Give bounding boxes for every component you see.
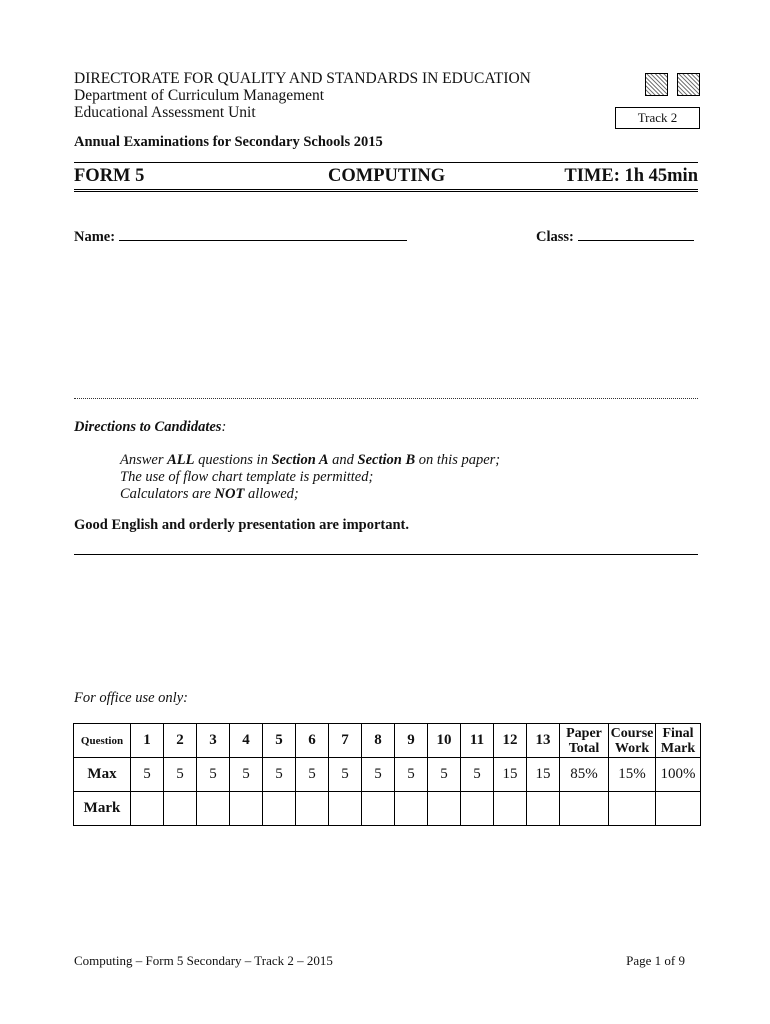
max-cell: 5 (164, 758, 197, 792)
office-use-label: For office use only: (74, 690, 188, 706)
question-cell: 9 (395, 724, 428, 758)
exam-title: Annual Examinations for Secondary Schools 2015 (74, 134, 383, 150)
name-field (74, 226, 407, 246)
department-name: Department of Curriculum Management (74, 87, 325, 104)
direction-line-2: The use of flow chart template is permitted; (120, 469, 374, 485)
mark-cell[interactable] (329, 792, 362, 826)
question-cell: 7 (329, 724, 362, 758)
direction-3-b: NOT (214, 486, 245, 502)
direction-3-c: allowed; (244, 486, 299, 502)
direction-1-e: and (328, 452, 358, 468)
mark-cell[interactable] (461, 792, 494, 826)
divider-title (74, 189, 698, 192)
max-cell: 5 (296, 758, 329, 792)
question-cell: 8 (362, 724, 395, 758)
final-mark-mark[interactable] (656, 792, 701, 826)
barcode-box-2 (677, 73, 700, 96)
mark-cell[interactable] (527, 792, 560, 826)
max-row (74, 758, 701, 792)
max-cell: 5 (461, 758, 494, 792)
form-label: FORM 5 (74, 166, 145, 186)
course-work-line-2: Work (614, 740, 650, 756)
subject-label: COMPUTING (328, 166, 446, 186)
question-cell: 6 (296, 724, 329, 758)
question-cell: 2 (164, 724, 197, 758)
mark-row (74, 792, 701, 826)
divider-directions (74, 554, 698, 555)
direction-line-3 (120, 486, 299, 503)
name-label: Name: (74, 229, 116, 245)
final-mark-header (656, 724, 701, 758)
direction-1-d: Section A (271, 452, 329, 468)
max-cell: 5 (197, 758, 230, 792)
question-cell: 12 (494, 724, 527, 758)
course-work-header (609, 724, 656, 758)
mark-cell[interactable] (131, 792, 164, 826)
mark-cell[interactable] (263, 792, 296, 826)
presentation-note: Good English and orderly presentation are important. (74, 517, 410, 533)
page-number: Page 1 of 9 (626, 953, 685, 968)
mark-cell[interactable] (164, 792, 197, 826)
final-mark-max: 100% (656, 758, 701, 792)
paper-total-line-2: Total (568, 740, 600, 756)
mark-header: Mark (74, 792, 131, 826)
class-field (536, 226, 694, 246)
question-cell: 4 (230, 724, 263, 758)
mark-cell[interactable] (362, 792, 395, 826)
course-work-mark[interactable] (609, 792, 656, 826)
paper-total-line-1: Paper (566, 725, 602, 741)
divider-top (74, 162, 698, 163)
max-cell: 5 (362, 758, 395, 792)
question-header: Question (74, 724, 131, 758)
barcode-box-1 (645, 73, 668, 96)
direction-1-f: Section B (357, 452, 416, 468)
directions-heading-colon: : (221, 419, 227, 435)
max-cell: 15 (494, 758, 527, 792)
max-cell: 5 (230, 758, 263, 792)
mark-cell[interactable] (395, 792, 428, 826)
track-box: Track 2 (615, 107, 700, 129)
question-cell: 10 (428, 724, 461, 758)
course-work-max: 15% (609, 758, 656, 792)
divider-dotted (74, 398, 698, 399)
question-cell: 3 (197, 724, 230, 758)
mark-cell[interactable] (197, 792, 230, 826)
max-cell: 15 (527, 758, 560, 792)
direction-1-a: Answer (120, 452, 168, 468)
question-cell: 5 (263, 724, 296, 758)
max-cell: 5 (263, 758, 296, 792)
unit-name: Educational Assessment Unit (74, 104, 256, 121)
directorate-title: DIRECTORATE FOR QUALITY AND STANDARDS IN EDUCATION (74, 70, 531, 87)
paper-total-header (560, 724, 609, 758)
question-cell: 13 (527, 724, 560, 758)
paper-total-max: 85% (560, 758, 609, 792)
mark-cell[interactable] (428, 792, 461, 826)
direction-1-b: ALL (167, 452, 195, 468)
max-cell: 5 (131, 758, 164, 792)
final-mark-line-2: Mark (660, 740, 696, 756)
max-cell: 5 (395, 758, 428, 792)
time-label: TIME: 1h 45min (564, 166, 698, 186)
question-row (74, 724, 701, 758)
marks-table (73, 723, 701, 826)
class-label: Class: (536, 229, 574, 245)
mark-cell[interactable] (296, 792, 329, 826)
question-cell: 11 (461, 724, 494, 758)
course-work-line-1: Course (610, 725, 654, 741)
class-input-line[interactable] (578, 226, 694, 241)
mark-cell[interactable] (230, 792, 263, 826)
direction-line-1 (120, 452, 500, 469)
name-input-line[interactable] (119, 226, 407, 241)
paper-total-mark[interactable] (560, 792, 609, 826)
direction-3-a: Calculators are (120, 486, 215, 502)
footer-left: Computing – Form 5 Secondary – Track 2 – 2015 (74, 953, 333, 968)
direction-1-c: questions in (194, 452, 272, 468)
direction-1-g: on this paper; (415, 452, 501, 468)
mark-cell[interactable] (494, 792, 527, 826)
directions-heading-text: Directions to Candidates (74, 419, 222, 435)
directions-heading (74, 419, 226, 436)
max-header: Max (74, 758, 131, 792)
final-mark-line-1: Final (662, 725, 694, 741)
max-cell: 5 (428, 758, 461, 792)
question-cell: 1 (131, 724, 164, 758)
max-cell: 5 (329, 758, 362, 792)
